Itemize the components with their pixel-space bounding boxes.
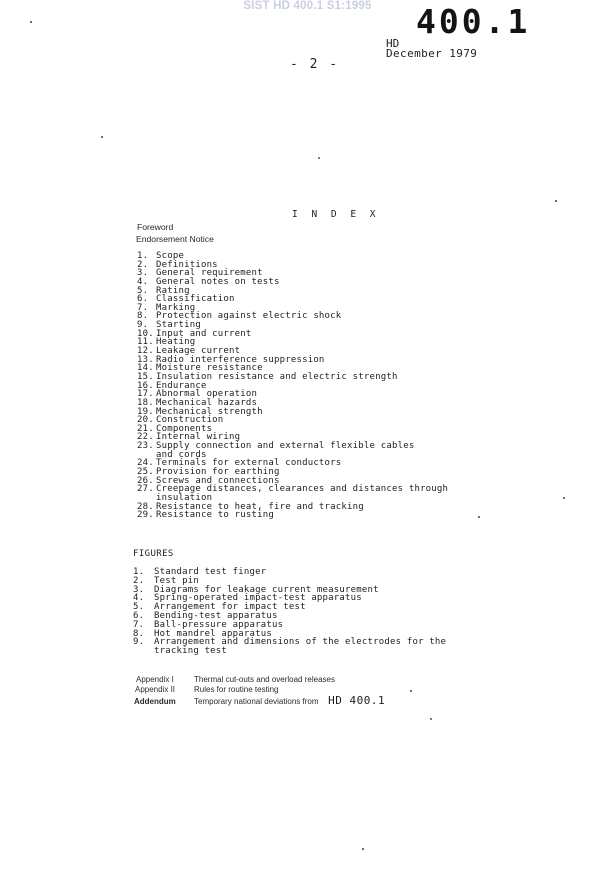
figures-title: FIGURES [133,549,174,559]
figure-item-text: Diagrams for leakage current measurement [154,584,379,595]
figure-item [133,647,446,656]
figure-item-number: 9. [133,637,145,648]
index-item-text: Rating [156,285,190,296]
index-title: I N D E X [292,209,380,220]
index-item-number: 9. [137,320,149,331]
scan-speck [430,718,432,720]
figure-item-number: 8. [133,628,145,639]
figure-item-number: 6. [133,610,145,621]
index-item-text: Scope [156,251,185,261]
index-item-number: 29. [137,510,154,521]
scan-speck [318,157,320,159]
figure-item-text: Bending-test apparatus [154,610,278,621]
appendix-text: Thermal cut-outs and overload releases [194,675,335,684]
figure-item-text: tracking test [154,646,228,657]
figure-item-number: 7. [133,619,145,630]
document-number: 400.1 [416,2,531,41]
index-item-number: 1. [137,251,149,261]
scan-speck [101,136,103,138]
index-item-number: 6. [137,294,149,305]
index-item-number: 12. [137,346,154,357]
appendix-text: Rules for routine testing [194,685,279,694]
index-item-text: Heating [156,337,196,348]
index-item-text: Input and current [156,328,252,339]
scan-speck [555,200,557,202]
index-item-number: 25. [137,467,154,478]
index-item-text: Supply connection and external flexible cables [156,441,415,452]
index-item-number: 8. [137,311,149,322]
index-item-text: Mechanical hazards [156,397,258,408]
index-item-text: General notes on tests [156,276,280,287]
figure-item-text: Spring-operated impact-test apparatus [154,593,362,604]
scan-speck [410,690,412,692]
figure-item-number: 1. [133,567,145,577]
index-item-text: Resistance to heat, fire and tracking [156,501,364,512]
index-item-text: Radio interference suppression [156,354,325,365]
appendix-key: Appendix II [135,685,176,694]
index-item-text: Marking [156,302,196,313]
index-item-text: Creepage distances, clearances and distances through [156,484,449,495]
index-item-text: and cords [156,449,207,460]
index-item-number: 11. [137,337,154,348]
index-item-text: Screws and connections [156,475,280,486]
figure-item-text: Test pin [154,575,199,586]
index-item [137,511,448,520]
figure-item-text: Ball-pressure apparatus [154,619,284,630]
document-prefix: HD [386,37,400,50]
index-item-number: 10. [137,328,154,339]
index-item-text: Moisture resistance [156,363,263,374]
index-item-text: Definitions [156,259,218,270]
index-item-text: Terminals for external conductors [156,458,342,469]
figure-item-number: 3. [133,584,145,595]
index-item-number: 22. [137,432,154,443]
figure-item-text: Hot mandrel apparatus [154,628,272,639]
index-item-number: 24. [137,458,154,469]
index-item-text: Leakage current [156,346,241,357]
figure-item-number: 2. [133,575,145,586]
index-item-text: Construction [156,415,224,426]
addendum-key: Addendum [134,697,176,706]
addendum-document-ref: HD 400.1 [328,694,386,707]
index-item-number: 27. [137,484,154,495]
document-date: December 1979 [386,47,478,60]
scan-speck [30,21,32,23]
figures-list [133,568,446,656]
index-item-text: General requirement [156,268,263,279]
index-item-number: 21. [137,423,154,434]
index-item-number: 19. [137,406,154,417]
index-item-text: Endurance [156,380,207,391]
watermark: SIST HD 400.1 S1:1995 [243,0,372,12]
scan-speck [362,848,364,850]
index-item-text: Protection against electric shock [156,311,342,322]
addendum-row [134,689,385,708]
figure-item-text: Arrangement and dimensions of the electrodes for the [154,637,447,648]
index-item-text: Insulation resistance and electric strength [156,371,398,382]
figure-item-text: Arrangement for impact test [154,602,306,613]
index-item-text: Classification [156,294,235,305]
index-item-number: 23. [137,441,154,452]
index-item-number: 5. [137,285,149,296]
index-item-text: Mechanical strength [156,406,263,417]
index-item-text: Internal wiring [156,432,241,443]
index-item-text: insulation [156,492,213,503]
foreword-entry: Foreword [137,222,174,232]
index-item-number: 4. [137,276,149,287]
scan-speck [563,497,565,499]
figure-item-number: 5. [133,602,145,613]
figure-item-number: 4. [133,593,145,604]
index-item-number: 17. [137,389,154,400]
appendix-key: Appendix I [136,675,174,684]
index-item-number: 7. [137,302,149,313]
index-item-number: 18. [137,397,154,408]
scan-speck [478,516,480,518]
index-item-number: 2. [137,259,149,270]
index-item-number: 26. [137,475,154,486]
page-number: - 2 - [290,57,340,72]
figure-item-text: Standard test finger [154,567,267,577]
endorsement-notice-entry: Endorsement Notice [136,234,214,244]
index-list [137,252,448,520]
index-item-text: Resistance to rusting [156,510,274,521]
index-item-number: 20. [137,415,154,426]
index-item-number: 3. [137,268,149,279]
index-item-number: 28. [137,501,154,512]
index-item-number: 13. [137,354,154,365]
index-item-number: 16. [137,380,154,391]
index-item-text: Starting [156,320,201,331]
addendum-text: Temporary national deviations from [194,697,319,706]
index-item-number: 14. [137,363,154,374]
index-item-text: Abnormal operation [156,389,258,400]
index-item-text: Components [156,423,213,434]
index-item-number: 15. [137,371,154,382]
index-item-text: Provision for earthing [156,467,280,478]
